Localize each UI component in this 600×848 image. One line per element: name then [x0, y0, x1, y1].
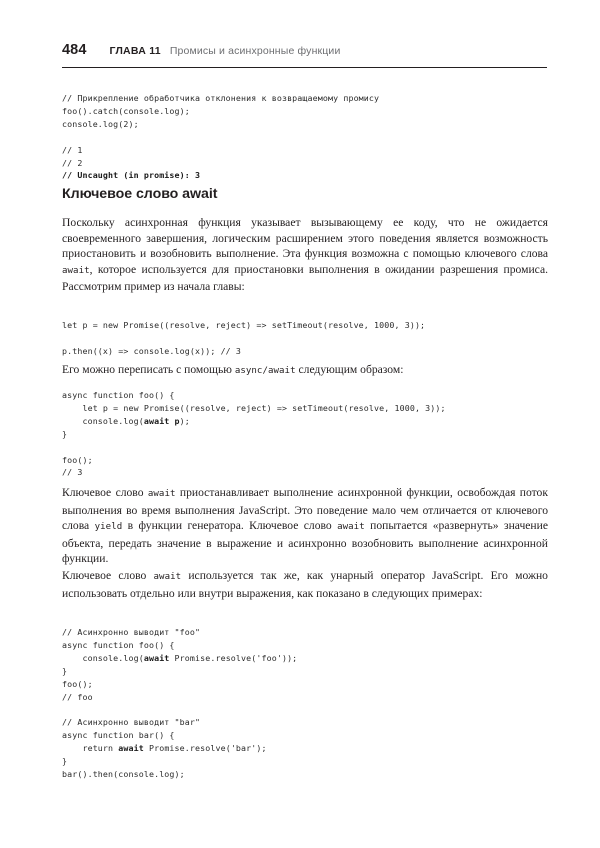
- paragraph-3-text-a: Ключевое слово: [62, 486, 148, 499]
- page-number: 484: [62, 42, 87, 58]
- paragraph-1-wrapper: [62, 215, 548, 295]
- code-line: foo();: [62, 678, 93, 689]
- paragraph-2: [62, 362, 548, 380]
- code-line: bar().then(console.log);: [62, 768, 185, 779]
- inline-code-await: await: [147, 489, 176, 499]
- code-block-2: [62, 319, 548, 358]
- code-keyword-await: await p: [143, 415, 180, 426]
- code-line: let p = new Promise((resolve, reject) => setTimeout(resolve, 1000, 3));: [62, 402, 446, 413]
- code-line: // Асинхронно выводит "bar": [62, 717, 201, 727]
- code-fragment: );: [179, 415, 190, 426]
- inline-code-async-await: async/await: [234, 366, 296, 376]
- code-line: // 3: [62, 467, 83, 478]
- code-fragment: Promise.resolve('foo'));: [169, 652, 298, 663]
- code-block-5: [62, 716, 548, 781]
- section-heading-wrapper: [62, 186, 548, 202]
- code-keyword-await: await: [118, 742, 144, 753]
- code-line-highlighted: // Uncaught (in promise): 3: [62, 170, 201, 181]
- code-fragment: return: [62, 742, 119, 753]
- paragraph-3-text-b: приостанавливает выполнение асинхронной функции, освобождая поток выполнения во время выполнения JavaScript. Это поведение мало чем отличается от ключевого слова: [62, 486, 548, 533]
- paragraph-3-wrapper: [62, 485, 548, 567]
- paragraph-4-text-a: Ключевое слово: [62, 569, 154, 582]
- code-block-4: [62, 626, 548, 703]
- code-fragment: console.log(: [62, 415, 144, 426]
- running-head: [62, 42, 548, 62]
- code-line: // foo: [62, 691, 93, 702]
- code-line: p.then((x) => console.log(x)); // 3: [62, 345, 242, 356]
- inline-code-await: await: [337, 522, 365, 533]
- code-line: // 1: [62, 144, 83, 155]
- code-line: }: [62, 755, 68, 766]
- section-heading: Ключевое слово await: [62, 186, 218, 202]
- code-line: // Асинхронно выводит "foo": [62, 627, 201, 637]
- code-line: [62, 743, 267, 753]
- code-line: async function bar() {: [62, 729, 175, 740]
- paragraph-1-text-a: Поскольку асинхронная функция указывает вызывающему ее коду, что не ожидается своевременного завершения, логическим расширением этого поведения является возможность приостановить и возобновить выполнение. Эта функция возможна с помощью ключевого слова: [62, 216, 548, 261]
- paragraph-4-wrapper: [62, 568, 548, 601]
- code-block-5-wrapper: [62, 716, 548, 781]
- code-block-2-wrapper: [62, 319, 548, 358]
- code-block-4-wrapper: [62, 626, 548, 703]
- code-keyword-await: await: [143, 652, 170, 663]
- code-line: foo();: [62, 454, 93, 465]
- paragraph-3-text-d: попытается «развернуть» значение объекта, передать значение в выражение и асинхронно возобновить выполнение асинхронной функции.: [62, 519, 548, 566]
- code-block-3-wrapper: [62, 389, 548, 479]
- paragraph-2-text-a: Его можно переписать с помощью: [62, 363, 235, 376]
- code-fragment: console.log(: [62, 652, 144, 663]
- inline-code-await: await: [62, 265, 90, 276]
- code-line: // 2: [62, 157, 83, 168]
- code-block-1: [62, 92, 548, 182]
- code-line: async function foo() {: [62, 390, 175, 400]
- code-fragment: Promise.resolve('bar');: [143, 742, 267, 753]
- code-line: [62, 416, 190, 426]
- paragraph-1: [62, 215, 548, 295]
- chapter-title: Промисы и асинхронные функции: [169, 45, 341, 57]
- page-content: [62, 42, 548, 779]
- paragraph-1-text-b: , которое используется для приостановки выполнения в ожидании разрешения промиса. Рассмотрим пример из начала главы:: [62, 262, 548, 294]
- code-block-3: [62, 389, 548, 479]
- code-line: // Прикрепление обработчика отклонения к возвращаемому промису: [62, 93, 380, 103]
- paragraph-2-text-b: следующим образом:: [295, 363, 404, 376]
- paragraph-2-wrapper: [62, 362, 548, 380]
- code-line: [62, 653, 297, 663]
- paragraph-4-text-b: используется так же, как унарный оператор JavaScript. Его можно использовать отдельно или внутри выражения, как показано в следующих примерах:: [62, 569, 548, 600]
- paragraph-3-text-c: в функции генератора. Ключевое слово: [122, 519, 338, 533]
- code-line: }: [62, 665, 68, 676]
- header-divider: [62, 67, 547, 68]
- code-line: console.log(2);: [62, 118, 139, 129]
- code-line: }: [62, 428, 68, 439]
- code-line: let p = new Promise((resolve, reject) => setTimeout(resolve, 1000, 3));: [62, 320, 426, 330]
- paragraph-3: [62, 485, 548, 567]
- chapter-label: ГЛАВА 11: [109, 45, 161, 57]
- paragraph-4: [62, 568, 548, 601]
- code-block-1-wrapper: [62, 92, 548, 182]
- code-line: foo().catch(console.log);: [62, 105, 190, 116]
- inline-code-await: await: [153, 572, 182, 582]
- inline-code-yield: yield: [94, 522, 123, 533]
- code-line: async function foo() {: [62, 639, 175, 650]
